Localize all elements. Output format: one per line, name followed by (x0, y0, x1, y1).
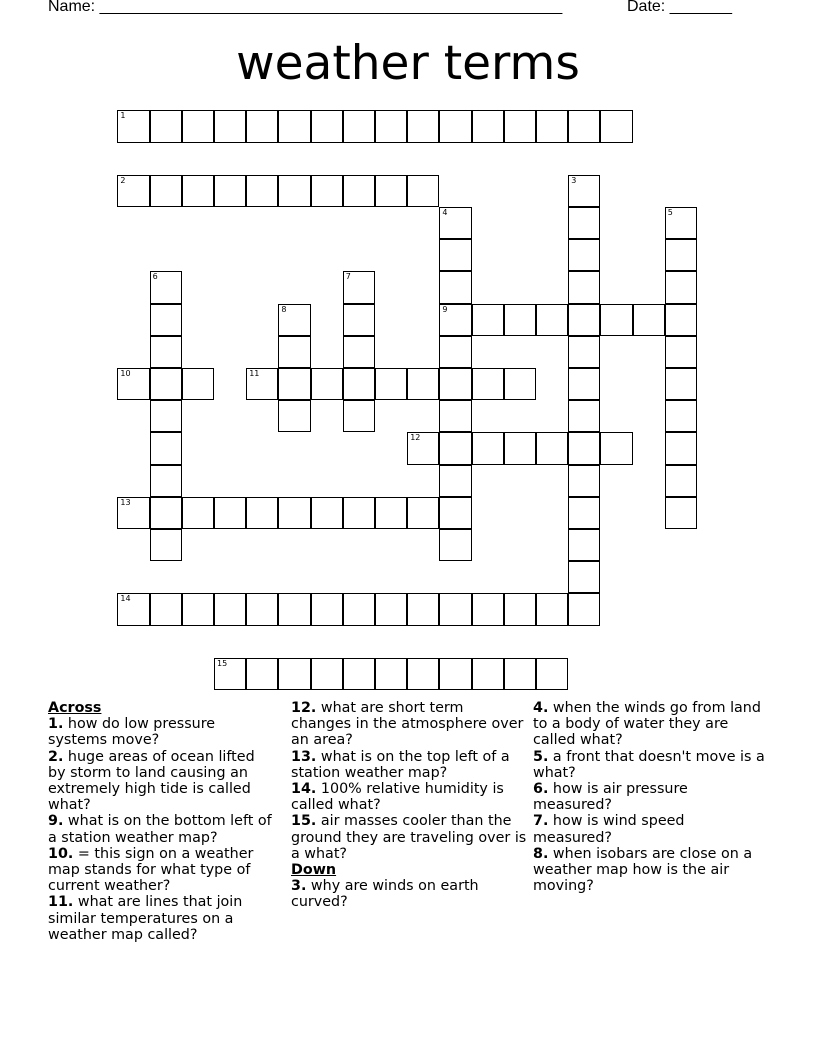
crossword-cell[interactable] (150, 368, 182, 400)
crossword-cell[interactable] (343, 336, 375, 368)
crossword-cell[interactable] (439, 497, 471, 529)
crossword-cell[interactable] (117, 497, 149, 529)
crossword-cell[interactable] (472, 658, 504, 690)
clue-text: how is wind speed measured? (533, 813, 685, 846)
crossword-cell[interactable] (150, 304, 182, 336)
crossword-cell[interactable] (665, 271, 697, 303)
crossword-cell[interactable] (439, 336, 471, 368)
clue-across-14 (291, 781, 527, 813)
crossword-cell[interactable] (568, 175, 600, 207)
clue-across-9 (48, 813, 276, 845)
crossword-cell[interactable] (568, 271, 600, 303)
crossword-cell[interactable] (343, 175, 375, 207)
crossword-cell[interactable] (665, 368, 697, 400)
clue-number: 8. (533, 845, 549, 862)
crossword-cell[interactable] (439, 465, 471, 497)
clue-text: a front that doesn't move is a what? (533, 748, 765, 781)
crossword-cell[interactable] (182, 110, 214, 142)
crossword-cell[interactable] (568, 239, 600, 271)
clue-column-3 (533, 700, 765, 894)
clue-down-6 (533, 781, 765, 813)
clue-number-label: 10 (120, 369, 131, 378)
clue-number: 11. (48, 894, 74, 911)
crossword-cell[interactable] (439, 593, 471, 625)
date-field-line: Date: _______ (627, 0, 732, 15)
clue-text: what is on the bottom left of a station weather map? (48, 813, 272, 846)
crossword-cell[interactable] (278, 368, 310, 400)
crossword-cell[interactable] (375, 368, 407, 400)
clue-text: 100% relative humidity is called what? (291, 781, 504, 814)
clue-across-10 (48, 846, 276, 895)
crossword-cell[interactable] (375, 658, 407, 690)
crossword-cell[interactable] (600, 304, 632, 336)
crossword-cell[interactable] (665, 207, 697, 239)
crossword-cell[interactable] (214, 110, 246, 142)
crossword-cell[interactable] (246, 368, 278, 400)
clue-number: 6. (533, 781, 549, 798)
clue-number-label: 9 (442, 304, 448, 314)
clue-number-label: 5 (667, 208, 673, 217)
crossword-cell[interactable] (375, 110, 407, 142)
clue-across-12 (291, 700, 527, 749)
crossword-cell[interactable] (246, 658, 278, 690)
crossword-cell[interactable] (343, 497, 375, 529)
crossword-cell[interactable] (278, 304, 310, 336)
crossword-cell[interactable] (278, 175, 310, 207)
crossword-cell[interactable] (439, 432, 471, 464)
clue-number-label: 12 (410, 433, 421, 443)
crossword-cell[interactable] (536, 432, 568, 464)
clue-number-label: 15 (217, 658, 228, 668)
crossword-cell[interactable] (407, 593, 439, 625)
crossword-cell[interactable] (343, 110, 375, 142)
crossword-cell[interactable] (665, 432, 697, 464)
crossword-cell[interactable] (311, 593, 343, 625)
crossword-cell[interactable] (150, 529, 182, 561)
clue-number: 14. (291, 781, 317, 798)
clue-number-label: 13 (120, 497, 131, 507)
crossword-cell[interactable] (150, 400, 182, 432)
crossword-cell[interactable] (311, 110, 343, 142)
crossword-cell[interactable] (568, 400, 600, 432)
crossword-cell[interactable] (150, 336, 182, 368)
crossword-cell[interactable] (600, 432, 632, 464)
crossword-cell[interactable] (568, 368, 600, 400)
clue-text: how do low pressure systems move? (48, 716, 216, 749)
clue-text: air masses cooler than the ground they are traveling over is a what? (291, 813, 527, 862)
crossword-cell[interactable] (150, 110, 182, 142)
crossword-cell[interactable] (568, 207, 600, 239)
crossword-cell[interactable] (407, 432, 439, 464)
crossword-cell[interactable] (246, 175, 278, 207)
clue-column-2 (291, 700, 527, 911)
crossword-cell[interactable] (117, 368, 149, 400)
crossword-cell[interactable] (343, 658, 375, 690)
crossword-cell[interactable] (504, 304, 536, 336)
clue-number: 7. (533, 813, 549, 830)
crossword-cell[interactable] (504, 658, 536, 690)
crossword-cell[interactable] (343, 271, 375, 303)
crossword-cell[interactable] (568, 336, 600, 368)
crossword-cell[interactable] (665, 497, 697, 529)
crossword-cell[interactable] (536, 304, 568, 336)
clue-across-13 (291, 749, 527, 781)
crossword-cell[interactable] (311, 368, 343, 400)
clue-number-label: 3 (571, 175, 577, 185)
crossword-cell[interactable] (665, 465, 697, 497)
crossword-cell[interactable] (182, 593, 214, 625)
crossword-cell[interactable] (150, 175, 182, 207)
crossword-cell[interactable] (439, 304, 471, 336)
clue-number: 5. (533, 748, 549, 765)
crossword-cell[interactable] (472, 110, 504, 142)
clue-text: how is air pressure measured? (533, 781, 688, 814)
crossword-cell[interactable] (407, 110, 439, 142)
crossword-cell[interactable] (150, 271, 182, 303)
crossword-cell[interactable] (536, 110, 568, 142)
crossword-cell[interactable] (311, 175, 343, 207)
clue-down-8 (533, 846, 765, 895)
crossword-cell[interactable] (439, 400, 471, 432)
crossword-cell[interactable] (568, 529, 600, 561)
clue-number-label: 14 (120, 594, 131, 604)
crossword-cell[interactable] (246, 593, 278, 625)
crossword-cell[interactable] (568, 561, 600, 593)
name-field-line: Name: ____________________________________________________ (48, 0, 563, 15)
crossword-cell[interactable] (343, 400, 375, 432)
clue-number-label: 4 (442, 208, 448, 217)
crossword-cell[interactable] (214, 593, 246, 625)
crossword-cell[interactable] (214, 497, 246, 529)
clue-down-5 (533, 749, 765, 781)
crossword-cell[interactable] (407, 658, 439, 690)
clue-number: 4. (533, 700, 549, 716)
clue-text: when isobars are close on a weather map how is the air moving? (533, 845, 753, 895)
clue-text: what is on the top left of a station weather map? (291, 748, 510, 781)
crossword-cell[interactable] (278, 658, 310, 690)
clue-number-label: 11 (249, 369, 260, 378)
crossword-cell[interactable] (375, 593, 407, 625)
crossword-cell[interactable] (407, 497, 439, 529)
crossword-cell[interactable] (150, 465, 182, 497)
crossword-cell[interactable] (439, 368, 471, 400)
crossword-cell[interactable] (536, 593, 568, 625)
crossword-cell[interactable] (504, 368, 536, 400)
crossword-cell[interactable] (311, 497, 343, 529)
clue-number: 13. (291, 748, 317, 765)
crossword-cell[interactable] (439, 239, 471, 271)
crossword-cell[interactable] (375, 497, 407, 529)
crossword-cell[interactable] (568, 432, 600, 464)
crossword-cell[interactable] (343, 304, 375, 336)
clue-number: 10. (48, 845, 74, 862)
clue-number: 9. (48, 813, 64, 830)
crossword-cell[interactable] (150, 593, 182, 625)
crossword-cell[interactable] (568, 110, 600, 142)
clue-number: 3. (291, 878, 307, 895)
crossword-cell[interactable] (278, 336, 310, 368)
crossword-cell[interactable] (150, 432, 182, 464)
clue-number-label: 8 (281, 304, 287, 314)
crossword-cell[interactable] (439, 271, 471, 303)
crossword-cell[interactable] (311, 658, 343, 690)
crossword-cell[interactable] (568, 465, 600, 497)
clue-across-11 (48, 894, 276, 943)
clue-text: why are winds on earth curved? (291, 878, 479, 911)
clue-down-4 (533, 700, 765, 749)
clue-text: when the winds go from land to a body of water they are called what? (533, 700, 761, 749)
crossword-cell[interactable] (568, 304, 600, 336)
crossword-cell[interactable] (472, 593, 504, 625)
crossword-cell[interactable] (182, 368, 214, 400)
down-heading: Down (291, 862, 337, 879)
crossword-cell[interactable] (375, 175, 407, 207)
crossword-cell[interactable] (246, 497, 278, 529)
crossword-cell[interactable] (343, 593, 375, 625)
crossword-cell[interactable] (182, 497, 214, 529)
crossword-cell[interactable] (665, 400, 697, 432)
crossword-cell[interactable] (117, 175, 149, 207)
clue-text: what are lines that join similar temperatures on a weather map called? (48, 894, 243, 943)
page-title: weather terms (236, 36, 580, 91)
clue-number-label: 1 (120, 111, 126, 121)
crossword-cell[interactable] (117, 593, 149, 625)
clue-text: = this sign on a weather map stands for what type of current weather? (48, 845, 254, 895)
crossword-cell[interactable] (214, 175, 246, 207)
clue-number: 2. (48, 748, 64, 765)
clue-across-2 (48, 749, 276, 814)
clue-text: huge areas of ocean lifted by storm to land causing an extremely high tide is called what? (48, 748, 255, 814)
crossword-cell[interactable] (439, 110, 471, 142)
clue-number: 15. (291, 813, 317, 830)
clue-across-1 (48, 716, 276, 748)
crossword-cell[interactable] (568, 497, 600, 529)
crossword-cell[interactable] (439, 658, 471, 690)
crossword-cell[interactable] (600, 110, 632, 142)
clue-column-1 (48, 700, 276, 943)
crossword-cell[interactable] (439, 207, 471, 239)
crossword-cell[interactable] (407, 368, 439, 400)
crossword-cell[interactable] (150, 497, 182, 529)
clue-number-label: 2 (120, 175, 126, 185)
crossword-cell[interactable] (214, 658, 246, 690)
clue-number-label: 7 (345, 272, 351, 282)
crossword-cell[interactable] (278, 110, 310, 142)
crossword-cell[interactable] (504, 593, 536, 625)
crossword-cell[interactable] (504, 432, 536, 464)
crossword-cell[interactable] (439, 529, 471, 561)
crossword-cell[interactable] (472, 304, 504, 336)
crossword-cell[interactable] (633, 304, 665, 336)
clue-number-label: 6 (152, 272, 158, 282)
clue-number: 12. (291, 700, 317, 716)
crossword-cell[interactable] (278, 593, 310, 625)
crossword-cell[interactable] (407, 175, 439, 207)
crossword-cell[interactable] (472, 368, 504, 400)
clue-down-7 (533, 813, 765, 845)
crossword-cell[interactable] (665, 304, 697, 336)
clue-across-15 (291, 813, 527, 862)
crossword-cell[interactable] (117, 110, 149, 142)
crossword-cell[interactable] (536, 658, 568, 690)
crossword-cell[interactable] (182, 175, 214, 207)
crossword-cell[interactable] (504, 110, 536, 142)
crossword-cell[interactable] (343, 368, 375, 400)
clue-number: 1. (48, 716, 64, 733)
crossword-cell[interactable] (472, 432, 504, 464)
crossword-cell[interactable] (665, 336, 697, 368)
clue-text: what are short term changes in the atmosphere over an area? (291, 700, 524, 749)
crossword-cell[interactable] (278, 497, 310, 529)
clue-down-3 (291, 878, 527, 910)
across-heading: Across (48, 700, 102, 716)
crossword-cell[interactable] (568, 593, 600, 625)
crossword-cell[interactable] (665, 239, 697, 271)
crossword-cell[interactable] (246, 110, 278, 142)
crossword-cell[interactable] (278, 400, 310, 432)
